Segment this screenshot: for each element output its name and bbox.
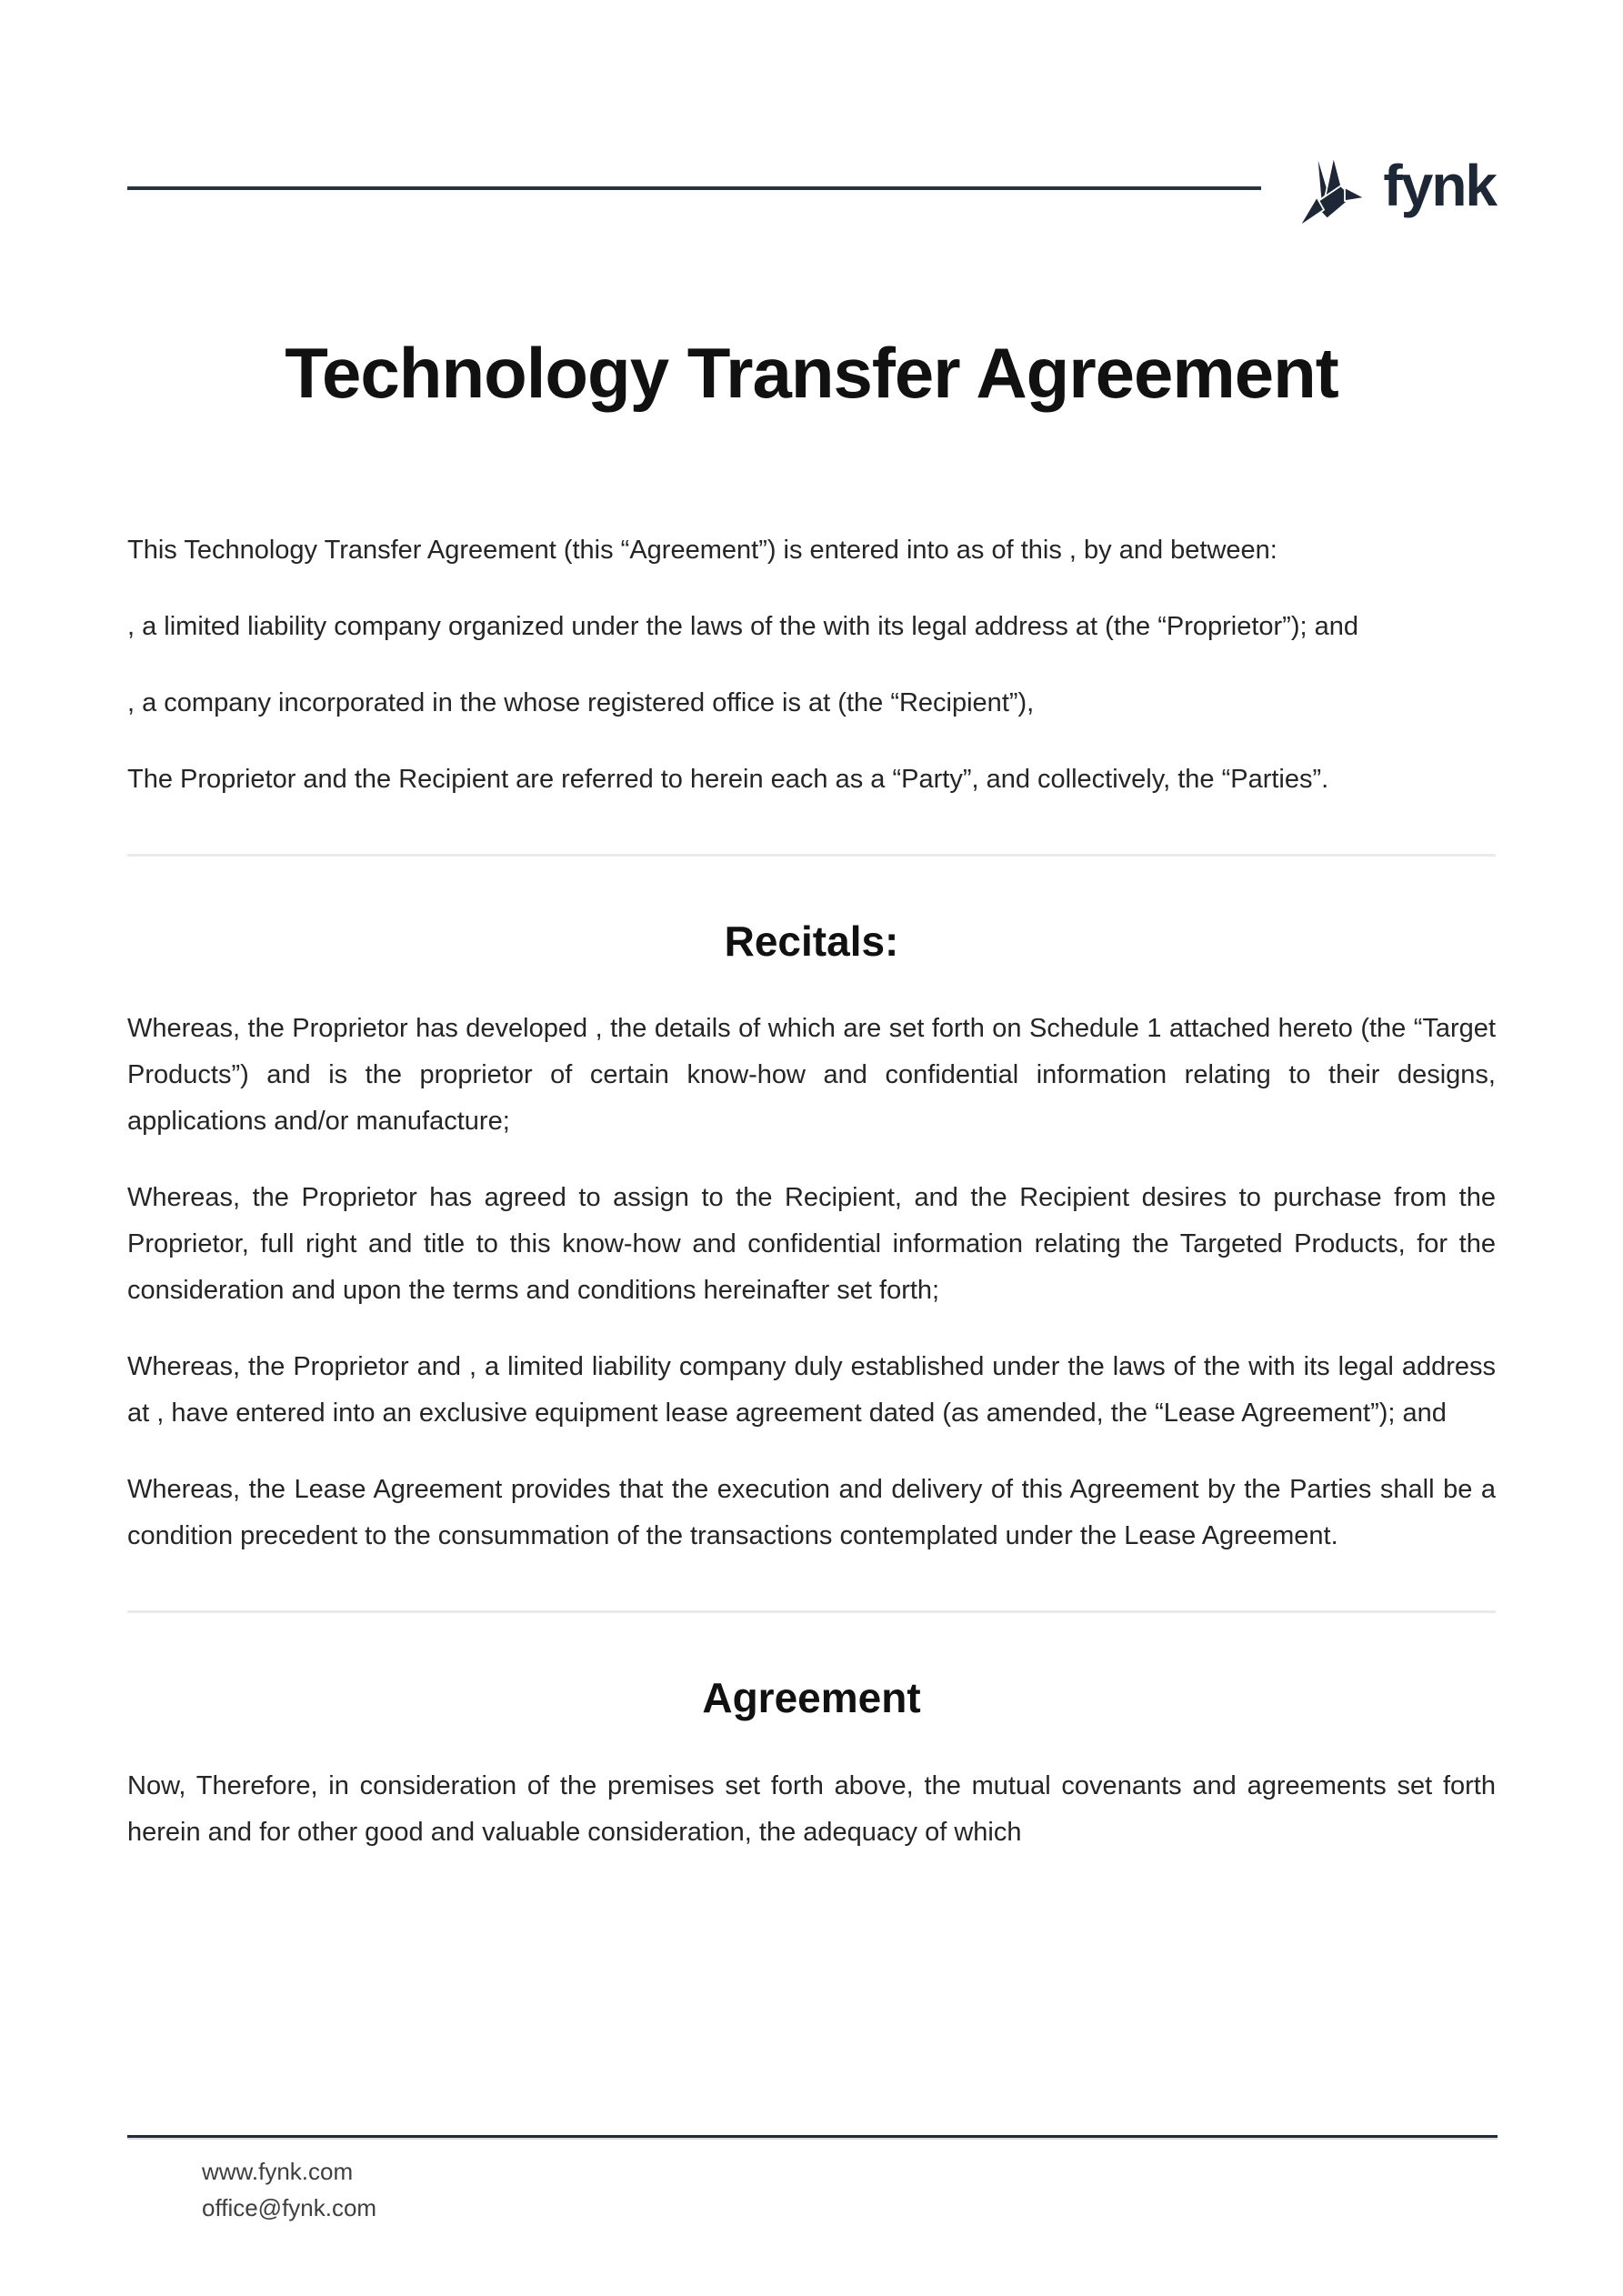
intro-paragraph: This Technology Transfer Agreement (this “Agreement”) is entered into as of this , by and between: [127,535,1277,565]
page-header [127,0,1496,229]
intro-section [127,527,1496,803]
agreement-section [127,1763,1496,1856]
recital-paragraph: Whereas, the Lease Agreement provides that the execution and delivery of this Agreement by the Parties shall be a condition precedent to the consummation of the transactions contemplated under the Lease Agreement. [127,1475,1496,1551]
fynk-logo [1297,147,1496,229]
section-divider [127,854,1496,857]
footer-website: www.fynk.com [202,2158,354,2185]
intro-paragraph: , a limited liability company organized under the laws of the with its legal address at (the “Proprietor”); and [127,611,1358,641]
agreement-heading: Agreement [702,1674,921,1722]
footer-email: office@fynk.com [202,2194,377,2221]
agreement-paragraph: Now, Therefore, in consideration of the premises set forth above, the mutual covenants and agreements set forth herein and for other good and valuable consideration, the adequacy of which [127,1771,1496,1848]
origami-crane-icon [1297,147,1365,229]
recital-paragraph: Whereas, the Proprietor has agreed to assign to the Recipient, and the Recipient desires to purchase from the Proprietor, full right and title to this know-how and confidential information relating the Targeted Products, for the consideration and upon the terms and conditions hereinafter set forth; [127,1183,1496,1306]
recitals-section [127,1006,1496,1559]
intro-paragraph: , a company incorporated in the whose registered office is at (the “Recipient”), [127,687,1035,717]
recitals-heading: Recitals: [724,917,899,965]
page-footer [127,2135,1498,2226]
recital-paragraph: Whereas, the Proprietor and , a limited liability company duly established under the laws of the with its legal address at , have entered into an exclusive equipment lease agreement dated (as amended, the “Lease Agreement”); and [127,1352,1496,1429]
document-title: Technology Transfer Agreement [285,333,1338,413]
brand-wordmark: fynk [1383,153,1496,218]
recital-paragraph: Whereas, the Proprietor has developed , the details of which are set forth on Schedule 1 attached hereto (the “Target Products”) and is the proprietor of certain know-how and confidential information relating to their designs, applications and/or manufacture; [127,1014,1496,1137]
intro-paragraph: The Proprietor and the Recipient are referred to herein each as a “Party”, and collectively, the “Parties”. [127,764,1329,794]
header-rule [127,186,1261,190]
section-divider [127,1610,1496,1613]
